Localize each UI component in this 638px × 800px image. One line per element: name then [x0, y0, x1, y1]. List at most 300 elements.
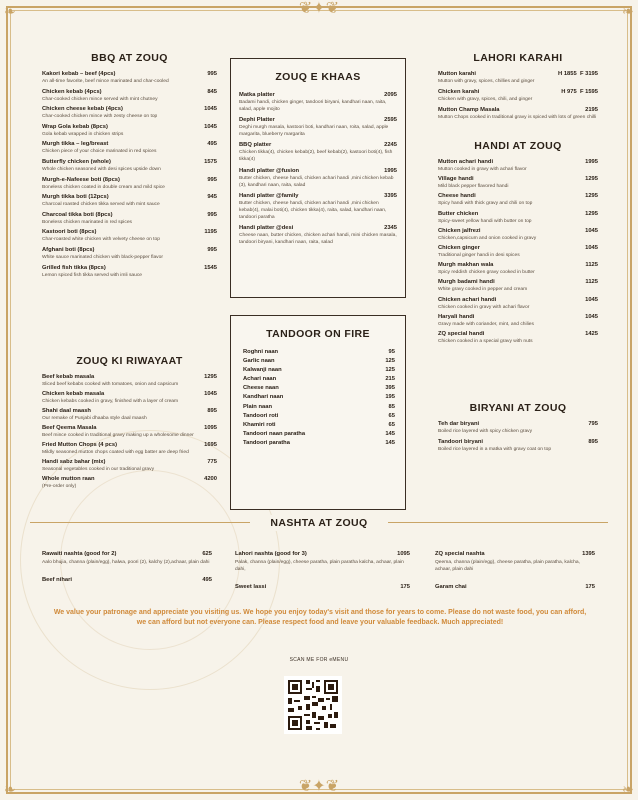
bottom-ornament-icon: ❦✦❦ — [298, 778, 340, 795]
menu-item-row — [42, 105, 217, 113]
menu-item — [438, 313, 598, 328]
menu-item-name: Haryali handi — [438, 313, 475, 320]
menu-item — [239, 167, 397, 189]
menu-item-description: Char-cooked chicken mince with zesty cheese on top — [42, 114, 158, 120]
menu-item-row — [243, 430, 395, 438]
menu-item-description: Butter chicken, cheese handi, chicken achari handi ,mini chicken kebab (3), kandhari naan, raita, salad — [239, 175, 394, 188]
menu-item-price: 1395 — [582, 551, 595, 557]
menu-item — [438, 261, 598, 276]
menu-item-name: Mutton Champ Masala — [438, 107, 500, 113]
menu-item — [42, 407, 217, 422]
tandoor-box — [230, 315, 406, 510]
menu-item-description: Butter chicken, cheese handi, chicken achari handi ,mini chicken kebab(4), malai boti(4), chicken tikka(4), raita, salad, kandhari naan, tandoori paratha — [239, 200, 387, 220]
menu-item-name: Wrap Gola kebab (8pcs) — [42, 123, 108, 130]
menu-item — [438, 70, 598, 85]
menu-item-price: 1125 — [585, 279, 598, 286]
nashta-column — [42, 550, 212, 594]
menu-item — [243, 403, 395, 411]
menu-item — [243, 439, 395, 447]
menu-item-name: Kakori kebab – beef (4pcs) — [42, 71, 116, 77]
menu-item — [438, 438, 598, 453]
menu-item — [42, 246, 217, 261]
menu-item-description: Gola kebab wrapped in chicken strips — [42, 131, 124, 137]
menu-item-price: 3395 — [384, 192, 397, 199]
menu-item-row — [42, 576, 212, 584]
menu-item — [42, 441, 217, 456]
menu-item-description: Qeema, channa (plain/egg), cheese paratha, plain paratha, kalcha, achaar, plain dahi — [435, 560, 580, 572]
menu-item — [42, 228, 217, 243]
menu-item-price: 2195 — [585, 107, 598, 113]
menu-item-name: Handi sabz bahar (mix) — [42, 459, 106, 465]
menu-item-row — [42, 246, 217, 254]
menu-item-price: 125 — [385, 358, 395, 365]
menu-item — [243, 421, 395, 429]
menu-item-row — [42, 424, 217, 432]
menu-item-price: 625 — [202, 551, 212, 557]
menu-item-row — [239, 91, 397, 99]
menu-item — [239, 91, 397, 113]
menu-item-name: Roghni naan — [243, 349, 279, 355]
menu-item — [243, 366, 395, 374]
menu-item — [42, 264, 217, 279]
menu-item-row — [42, 158, 217, 166]
menu-item-name: Beef nihari — [42, 577, 72, 583]
menu-item-description: Cheese naan, butter chicken, chicken achari handi, mini chicken masala, tandoori biryani, kandhari naan, raita, salad — [239, 232, 397, 245]
menu-item-description: Spicy-sweet yellow handi with butter on top — [438, 218, 532, 224]
menu-item — [42, 88, 217, 103]
menu-item-row — [239, 167, 397, 175]
menu-item — [42, 458, 217, 473]
menu-item-description: Seasonal vegetables cooked in our traditional gravy — [42, 467, 155, 472]
menu-item — [438, 244, 598, 259]
menu-item-price: 175 — [400, 584, 410, 590]
menu-item-description: Lemon spiced fish tikka served with imli sauce — [42, 272, 143, 278]
menu-item-description: Mildly seasoned mutton chops coated with egg batter are deep fried — [42, 450, 189, 455]
menu-item — [235, 583, 410, 591]
menu-item — [42, 158, 217, 173]
menu-item-row — [438, 261, 598, 269]
menu-item-name: Tandoori paratha — [243, 439, 290, 446]
menu-item-name: Matka platter — [239, 92, 275, 98]
menu-item-price: 1295 — [585, 210, 598, 217]
menu-item-name: BBQ platter — [239, 142, 272, 149]
menu-item-description: Char-roasted white chicken with velvety cheese on top — [42, 237, 160, 243]
menu-item-price: 1425 — [585, 330, 598, 337]
menu-item-row — [42, 373, 217, 381]
menu-item — [243, 393, 395, 401]
menu-item — [243, 375, 395, 383]
menu-item-row — [42, 458, 217, 466]
menu-item-name: Shahi daal maash — [42, 408, 91, 414]
menu-item-description: White sauce marinated chicken with black-pepper flavor — [42, 254, 163, 260]
menu-item-row — [438, 175, 598, 183]
menu-item-row — [235, 550, 410, 558]
top-ornament-icon: ❦✦❦ — [298, 0, 340, 17]
menu-item-description: Mild black pepper flavored handi — [438, 184, 509, 190]
menu-item-row — [438, 192, 598, 200]
menu-item-price: 1295 — [204, 374, 217, 380]
menu-item — [42, 576, 212, 584]
menu-item-price: 495 — [202, 577, 212, 583]
menu-item-description: Mutton Chops cooked in traditional gravy is spiced with lots of green chilli — [438, 115, 597, 120]
menu-item — [42, 424, 217, 439]
menu-item-name: Kalwanji naan — [243, 367, 282, 374]
menu-item-price: 1045 — [585, 296, 598, 303]
menu-item-price: 995 — [207, 176, 217, 183]
menu-item — [438, 420, 598, 435]
menu-item-row — [438, 438, 598, 446]
menu-item-price: 215 — [385, 376, 395, 383]
menu-item-price: 1295 — [585, 193, 598, 200]
menu-item — [438, 278, 598, 293]
menu-item-name: Murgh tikka boti (12pcs) — [42, 194, 109, 201]
section-title: HANDI AT ZOUQ — [474, 140, 562, 152]
menu-item-name: Grilled fish tikka (8pcs) — [42, 264, 106, 271]
menu-item-row — [438, 420, 598, 428]
menu-item-price: 795 — [588, 421, 598, 427]
menu-item — [42, 550, 212, 566]
menu-item-name: Handi platter @desi — [239, 224, 294, 231]
menu-item-row — [438, 158, 598, 166]
handi-section — [438, 140, 598, 347]
menu-item-description: Chicken with gravy, spices, chili, and ginger — [438, 97, 533, 102]
menu-item-price: 1095 — [397, 551, 410, 557]
menu-item-description: Mutton cooked in gravy with achari flavor — [438, 167, 527, 172]
section-title: BIRYANI AT ZOUQ — [469, 402, 567, 414]
menu-item-price: 85 — [388, 403, 395, 410]
menu-item — [42, 140, 217, 155]
menu-item-price: 895 — [588, 438, 598, 445]
menu-item-row — [243, 357, 395, 365]
menu-item-name: Kastoori boti (8pcs) — [42, 229, 97, 236]
menu-item-description: Spicy handi with thick gravy and chili on top — [438, 201, 533, 207]
menu-item-name: Chicken cheese kebab (4pcs) — [42, 106, 123, 113]
menu-item-row — [42, 123, 217, 131]
menu-item-description: Chicken tikka(4), chicken kebab(2), beef kebab(2), kastoori boti(4), fish tikka(4) — [239, 150, 393, 163]
menu-item-name: Fried Mutton Chops (4 pcs) — [42, 442, 118, 448]
menu-item-price: H 1855 F 3195 — [558, 71, 598, 77]
menu-item-price: 1045 — [585, 244, 598, 251]
qr-code-icon[interactable] — [284, 676, 342, 734]
menu-item-name: Dephi Platter — [239, 117, 275, 124]
menu-item-name: Mutton karahi — [438, 71, 477, 77]
menu-item-description: Chicken cooked in a special gravy with nuts — [438, 338, 533, 344]
menu-item-row — [42, 193, 217, 201]
menu-item-price: 845 — [207, 88, 217, 95]
menu-item-price: 125 — [385, 367, 395, 374]
menu-item-price: 65 — [388, 421, 395, 428]
menu-item-row — [42, 176, 217, 184]
menu-item-price: 995 — [207, 211, 217, 218]
menu-item — [243, 357, 395, 365]
menu-item-price: 4200 — [204, 476, 217, 482]
menu-item-price: 1545 — [204, 264, 217, 271]
menu-item-price: 1045 — [204, 391, 217, 397]
menu-item — [42, 70, 217, 85]
menu-item — [42, 390, 217, 405]
menu-item-row — [438, 88, 598, 96]
khaas-box — [230, 58, 406, 298]
menu-item — [235, 550, 410, 573]
menu-item-name: Lahori nashta (good for 3) — [235, 551, 307, 557]
menu-item-price: 2345 — [384, 224, 397, 231]
menu-item-name: Rawaiti nashta (good for 2) — [42, 551, 117, 557]
menu-item-name: Tandoori naan paratha — [243, 430, 306, 437]
menu-item-price: 1045 — [585, 227, 598, 234]
menu-item-row — [438, 227, 598, 235]
menu-item — [239, 141, 397, 163]
menu-item-description: Spicy reddish chicken gravy cooked in butter — [438, 270, 535, 276]
menu-item — [42, 193, 217, 208]
menu-item-name: Chicken jalfrezi — [438, 227, 481, 234]
section-title: TANDOOR ON FIRE — [266, 328, 370, 340]
menu-item-row — [438, 210, 598, 218]
menu-item — [438, 330, 598, 345]
menu-item-price: 1995 — [585, 159, 598, 165]
menu-item-price: 195 — [385, 394, 395, 401]
menu-item — [42, 176, 217, 191]
menu-item — [239, 192, 397, 221]
menu-item-price: 995 — [207, 246, 217, 253]
menu-item-description: Char-cooked chicken mince served with mint chutney — [42, 96, 158, 102]
menu-item-price: 1045 — [204, 123, 217, 130]
menu-item-row — [243, 421, 395, 429]
menu-item-name: Beef kebab masala — [42, 374, 95, 380]
menu-item-description: Charcoal roasted chicken tikka served with mint sauce — [42, 202, 160, 208]
biryani-section — [438, 402, 598, 455]
menu-item — [239, 224, 397, 246]
menu-item-name: Murgh badami handi — [438, 279, 495, 286]
section-title: ZOUQ E KHAAS — [275, 71, 361, 83]
menu-item-row — [239, 224, 397, 232]
nashta-column — [235, 550, 410, 601]
menu-item — [243, 430, 395, 438]
menu-item — [42, 123, 217, 138]
menu-item-price: 1045 — [204, 106, 217, 113]
corner-ornament-icon: ❧ — [622, 781, 634, 797]
corner-ornament-icon: ❧ — [4, 781, 16, 797]
menu-item-row — [42, 70, 217, 78]
menu-item-row — [438, 296, 598, 304]
menu-item — [239, 116, 397, 138]
menu-item-name: Khamiri roti — [243, 421, 276, 428]
menu-item — [438, 88, 598, 103]
menu-item — [42, 373, 217, 388]
menu-item-description: Mutton with gravy, spices, chillies and ginger — [438, 79, 535, 84]
menu-item — [435, 550, 595, 573]
menu-item-name: Whole mutton raan — [42, 476, 95, 482]
menu-item-description: Chicken cooked in gravy with achari flavor — [438, 304, 530, 310]
menu-item-name: Garlic naan — [243, 358, 275, 365]
menu-item-name: Murgh makhan wala — [438, 262, 494, 269]
menu-item — [438, 175, 598, 190]
menu-item-price: 2245 — [384, 142, 397, 149]
menu-item-name: Village handi — [438, 176, 474, 183]
menu-item-description: Palak, channa (plain/egg), cheese paratha, plain paratha kalcha, achaar, plain dahi, — [235, 560, 404, 572]
menu-item-row — [438, 106, 598, 114]
menu-item-description: Boiled rice layered in a matka with gravy coat on top — [438, 446, 552, 452]
menu-item-description: Deghi murgh masala, kastoori boti, kandhari naan, roita, salad, apple margarita, blueberry margarita — [239, 125, 389, 138]
menu-item-row — [435, 583, 595, 591]
menu-item-price: 1125 — [585, 262, 598, 269]
menu-item-row — [243, 366, 395, 374]
menu-item-description: Whole chicken seasoned with desi spices upside down — [42, 166, 161, 172]
menu-item-row — [243, 393, 395, 401]
menu-item-row — [42, 475, 217, 483]
menu-item-row — [243, 439, 395, 447]
footer-note: We value your patronage and appreciate you visiting us. We hope you enjoy today's visit and those for years to come. Please do not waste food, you can afford, we can afford but not everyone can. Please respect food and leave your valuable feedback. Much appreciated! — [53, 609, 587, 626]
menu-item-name: Afghani boti (8pcs) — [42, 246, 95, 253]
corner-ornament-icon: ❧ — [622, 3, 634, 19]
menu-item-name: Chicken kebab masala — [42, 391, 105, 397]
menu-item-row — [42, 264, 217, 272]
menu-item-row — [42, 407, 217, 415]
menu-item-price: 995 — [207, 71, 217, 77]
menu-item-description: Chicken,capsicum and onion cooked in gravy — [438, 235, 537, 241]
menu-item-price: 1695 — [204, 442, 217, 448]
menu-item-row — [243, 384, 395, 392]
menu-item-row — [42, 550, 212, 558]
menu-item-row — [42, 228, 217, 236]
menu-item-description: Aalo bhujia, channa (plain/egg), halwa, poori (2), kalchy (2),achaar, plain dahi — [42, 560, 210, 565]
menu-item-row — [435, 550, 595, 558]
menu-item-price: 775 — [207, 459, 217, 465]
menu-item-row — [438, 313, 598, 321]
menu-item-name: Cheese naan — [243, 385, 279, 392]
menu-item-description: Our remake of Punjabi dhaaba style daal maash — [42, 416, 147, 421]
menu-item-description: Boneless chicken coated in double cream and mild spice — [42, 184, 165, 190]
menu-item — [438, 227, 598, 242]
menu-item — [438, 210, 598, 225]
menu-item-name: Kandhari naan — [243, 394, 284, 401]
menu-item-row — [438, 244, 598, 252]
menu-item-description: Chicken kebabs cooked in gravy, finished with a layer of cream — [42, 399, 179, 404]
menu-item-row — [438, 278, 598, 286]
menu-item-name: ZQ special handi — [438, 330, 485, 337]
menu-item-name: Beef Qeema Masala — [42, 425, 97, 431]
menu-item — [438, 106, 598, 121]
menu-item-price: 895 — [207, 408, 217, 414]
menu-item-description: Boiled rice layered with spicy chicken gravy — [438, 429, 533, 434]
menu-item-row — [243, 412, 395, 420]
menu-item-description: Boneless chicken marinated in red spices — [42, 219, 132, 225]
menu-item-price: 1045 — [585, 313, 598, 320]
menu-item — [243, 348, 395, 356]
menu-item-name: Charcoal tikka boti (8pcs) — [42, 211, 113, 218]
menu-item-price: 1195 — [204, 229, 217, 236]
menu-item-description: Sliced beef kebabs cooked with tomatoes, onion and capsicum — [42, 382, 179, 387]
menu-item-name: Achari naan — [243, 376, 277, 383]
menu-item-row — [239, 116, 397, 124]
menu-item-name: Chicken ginger — [438, 244, 480, 251]
menu-item-name: ZQ special nashta — [435, 551, 485, 557]
menu-item — [243, 384, 395, 392]
menu-item-price: 145 — [385, 430, 395, 437]
menu-item-name: Butter chicken — [438, 210, 479, 217]
menu-item-price: 2095 — [384, 92, 397, 98]
menu-item-name: Cheese handi — [438, 193, 476, 200]
menu-item — [42, 475, 217, 490]
menu-item-name: Chicken achari handi — [438, 296, 497, 303]
menu-item-row — [235, 583, 410, 591]
menu-item-name: Murgh-e-Nafeese boti (8pcs) — [42, 176, 120, 183]
menu-item-name: Tandoori roti — [243, 412, 279, 419]
menu-item-price: 495 — [207, 141, 217, 148]
menu-item-price: 1095 — [204, 425, 217, 431]
menu-item-row — [243, 403, 395, 411]
menu-item — [243, 412, 395, 420]
menu-item-price: 1295 — [585, 176, 598, 183]
menu-item — [438, 158, 598, 173]
menu-item-row — [243, 348, 395, 356]
menu-item-row — [243, 375, 395, 383]
menu-item-name: Mutton achari handi — [438, 159, 494, 165]
menu-item-price: 145 — [385, 439, 395, 446]
menu-item — [42, 211, 217, 226]
menu-item-description: Chicken piece of your choice marinated in red spices — [42, 149, 157, 155]
menu-item-price: 65 — [388, 412, 395, 419]
menu-item-description: Traditional ginger handi in desi spices — [438, 252, 520, 258]
menu-item-description: (Pre-order only) — [42, 484, 77, 489]
menu-item-name: Handi platter @fusion — [239, 167, 300, 174]
menu-item-description: White gravy cooked in pepper and cream — [438, 287, 528, 293]
menu-item-row — [42, 88, 217, 96]
section-title: LAHORI KARAHI — [473, 52, 563, 64]
riwayaat-section — [42, 355, 217, 492]
menu-item-name: Sweet lassi — [235, 584, 267, 590]
section-title: NASHTA AT ZOUQ — [270, 517, 368, 529]
section-title: BBQ AT ZOUQ — [91, 52, 168, 64]
menu-item-description: Badami handi, chicken ginger, tandoori biryani, kandhari naan, raita, salad, apple mojito — [239, 100, 387, 112]
menu-item-description: Beef mince cooked in traditional gravy making up a wholesome dinner — [42, 433, 194, 438]
menu-item — [438, 192, 598, 207]
menu-item — [435, 583, 595, 591]
menu-item-name: Teh dar biryani — [438, 421, 480, 427]
section-title: ZOUQ KI RIWAYAAT — [76, 355, 183, 367]
menu-item-row — [42, 390, 217, 398]
corner-ornament-icon: ❧ — [4, 3, 16, 19]
menu-item-name: Murgh tikka – leg/breast — [42, 141, 109, 148]
menu-item-row — [438, 70, 598, 78]
menu-item-price: 95 — [388, 349, 395, 355]
menu-item-name: Handi platter @family — [239, 192, 299, 199]
menu-item-price: 395 — [385, 385, 395, 392]
menu-item-row — [239, 192, 397, 200]
menu-item-price: H 975 F 1595 — [561, 89, 598, 95]
menu-item-description: Gravy made with coriander, mint, and chilies — [438, 321, 534, 327]
menu-item-name: Plain naan — [243, 403, 272, 410]
karahi-section — [438, 52, 598, 124]
menu-item-row — [42, 441, 217, 449]
menu-item-row — [438, 330, 598, 338]
menu-item-description: An all-time favorite, beef mince marinated and char-cooled — [42, 79, 169, 84]
menu-item-name: Chicken kebab (4pcs) — [42, 88, 102, 95]
menu-item-row — [42, 211, 217, 219]
menu-item-name: Tandoori biryani — [438, 438, 483, 445]
menu-item-name: Garam chai — [435, 584, 467, 590]
menu-item-row — [239, 141, 397, 149]
menu-item-price: 1575 — [204, 158, 217, 165]
menu-item-row — [42, 140, 217, 148]
menu-item-name: Chicken karahi — [438, 89, 480, 95]
menu-item-name: Butterfly chicken (whole) — [42, 158, 111, 165]
nashta-column — [435, 550, 595, 601]
scan-label: SCAN ME FOR eMENU — [289, 657, 349, 663]
menu-item-price: 2595 — [384, 117, 397, 124]
menu-item-price: 175 — [585, 584, 595, 590]
menu-item-price: 945 — [207, 194, 217, 201]
bbq-section — [42, 52, 217, 281]
